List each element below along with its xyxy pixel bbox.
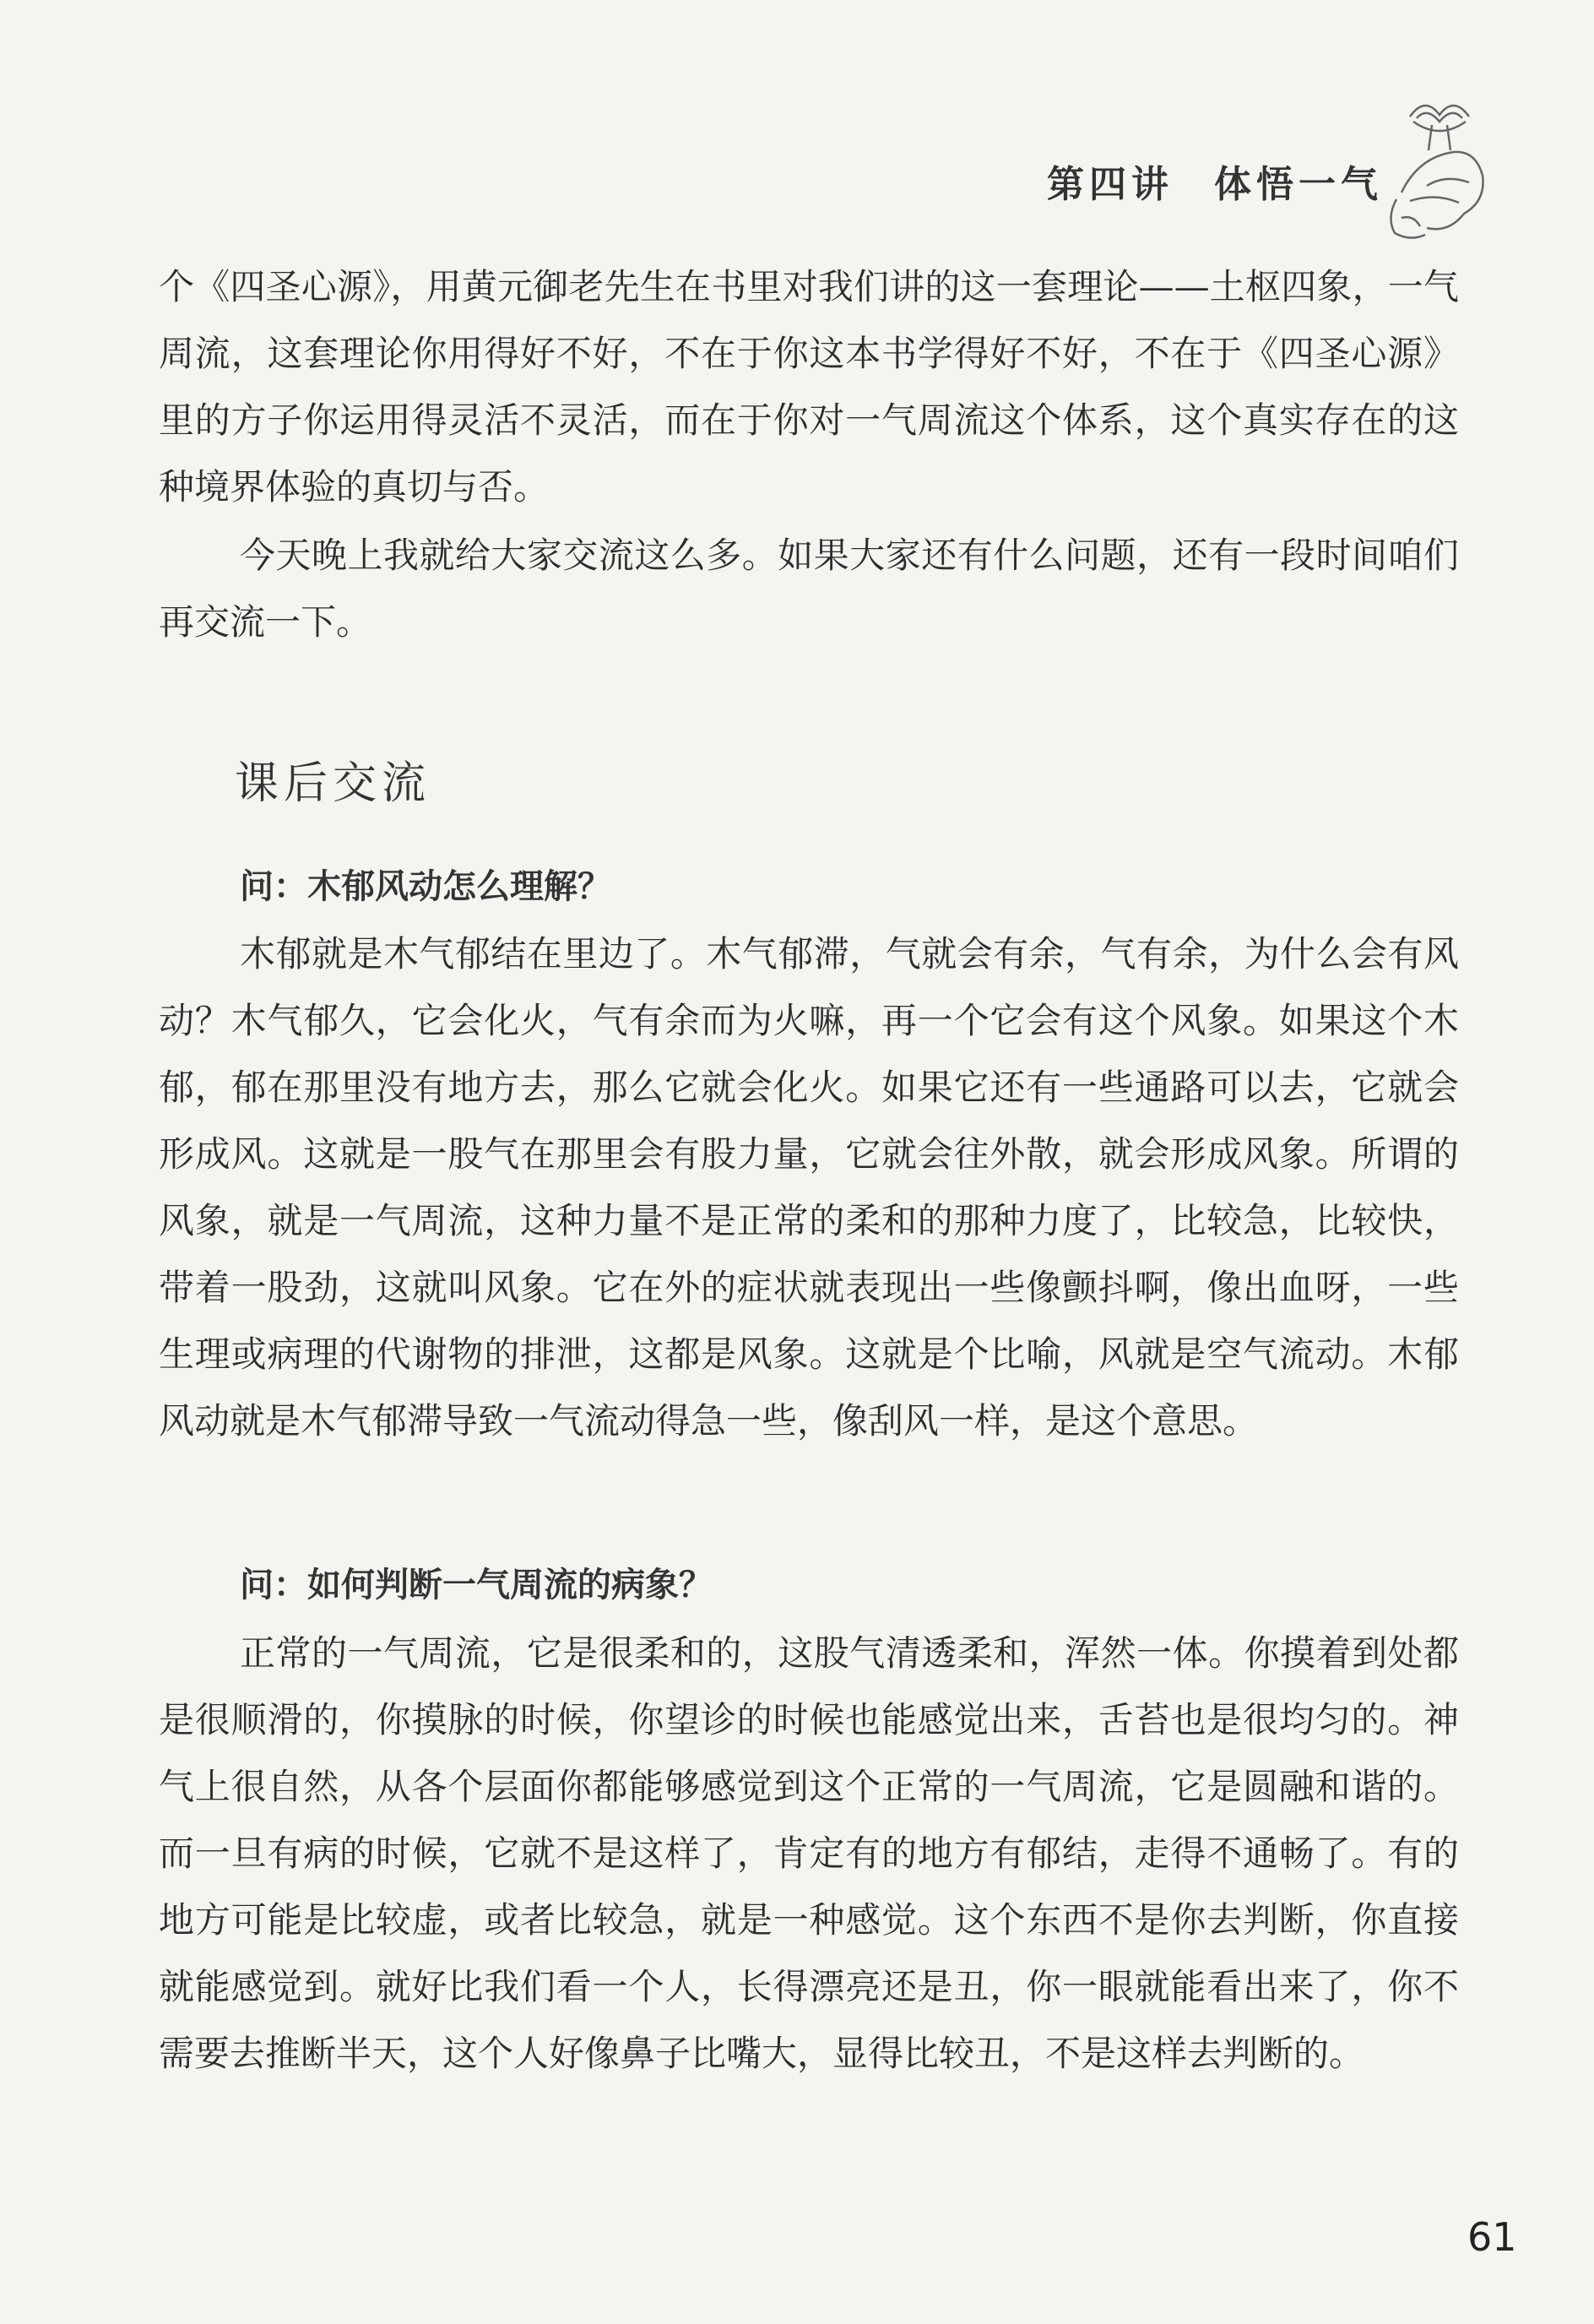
- running-header: [1047, 154, 1383, 208]
- answer-paragraph: [159, 1620, 1459, 2087]
- paragraph-text: 个《四圣心源》，用黄元御老先生在书里对我们讲的这一套理论——土枢四象，一气周流，这套理论你用得好不好，不在于你这本书学得好不好，不在于《四圣心源》里的方子你运用得灵活不灵活，而在于你对一气周流这个体系，这个真实存在的这种境界体验的真切与否。: [159, 266, 1459, 508]
- paragraph-text: 今天晚上我就给大家交流这么多。如果大家还有什么问题，还有一段时间咱们再交流一下。: [159, 535, 1459, 643]
- question-heading: 问：如何判断一气周流的病象？: [240, 1566, 713, 1605]
- question-heading: 问：木郁风动怎么理解？: [240, 867, 611, 906]
- paragraph-text: 木郁就是木气郁结在里边了。木气郁滞，气就会有余，气有余，为什么会有风动？木气郁久，它会化火，气有余而为火嘛，再一个它会有这个风象。如果这个木郁，郁在那里没有地方去，那么它就会化火。如果它还有一些通路可以去，它就会形成风。这就是一股气在那里会有股力量，它就会往外散，就会形成风象。所谓的风象，就是一气周流，这种力量不是正常的柔和的那种力度了，比较急，比较快，带着一股劲，这就叫风象。它在外的症状就表现出一些像颤抖啊，像出血呀，一些生理或病理的代谢物的排泄，这都是风象。这就是个比喻，风就是空气流动。木郁风动就是木气郁滞导致一气流动得急一些，像刮风一样，是这个意思。: [159, 933, 1459, 1442]
- lotus-hand-icon: [1376, 91, 1503, 243]
- chapter-title: 体悟一气: [1214, 163, 1383, 206]
- closing-paragraph: [159, 522, 1459, 655]
- answer-paragraph: [159, 920, 1459, 1454]
- lecture-number: 第四讲: [1047, 163, 1174, 206]
- paragraph-text: 正常的一气周流，它是很柔和的，这股气清透柔和，浑然一体。你摸着到处都是很顺滑的，你摸脉的时候，你望诊的时候也能感觉出来，舌苔也是很均匀的。神气上很自然，从各个层面你都能够感觉到这个正常的一气周流，它是圆融和谐的。而一旦有病的时候，它就不是这样了，肯定有的地方有郁结，走得不通畅了。有的地方可能是比较虚，或者比较急，就是一种感觉。这个东西不是你去判断，你直接就能感觉到。就好比我们看一个人，长得漂亮还是丑，你一眼就能看出来了，你不需要去推断半天，这个人好像鼻子比嘴大，显得比较丑，不是这样去判断的。: [159, 1632, 1459, 2074]
- page-number: 61: [1467, 2214, 1517, 2260]
- continued-paragraph: [159, 253, 1459, 520]
- section-heading: 课后交流: [235, 758, 431, 809]
